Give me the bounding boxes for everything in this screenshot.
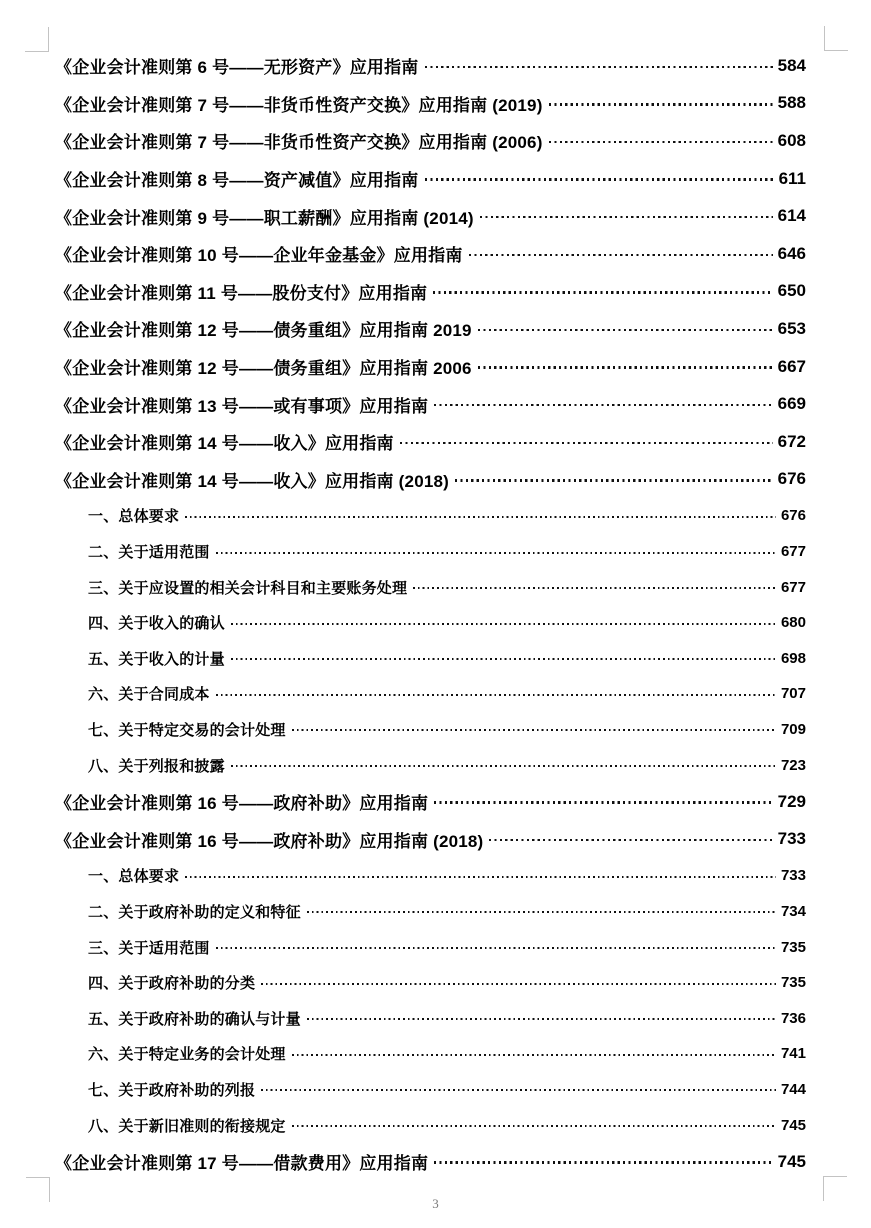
toc-entry-title: 一、总体要求 — [88, 868, 180, 886]
dot-leader — [549, 103, 773, 105]
toc-entry-title: 四、关于政府补助的分类 — [88, 975, 256, 993]
toc-entry[interactable] — [55, 235, 806, 273]
page-number-footer: 3 — [432, 1196, 439, 1211]
toc-entry-title: 《企业会计准则第 7 号——非货币性资产交换》应用指南 (2019) — [55, 95, 543, 115]
toc-entry[interactable] — [55, 1072, 806, 1108]
toc-entry-page: 741 — [780, 1045, 806, 1063]
toc-entry-page: 676 — [780, 507, 806, 525]
toc-entry-page: 723 — [780, 756, 806, 774]
toc-entry-title: 《企业会计准则第 17 号——借款费用》应用指南 — [55, 1154, 429, 1174]
dot-leader — [433, 291, 772, 293]
toc-entry[interactable] — [55, 160, 806, 198]
toc-entry-page: 646 — [777, 243, 806, 263]
toc-entry[interactable] — [55, 273, 806, 311]
dot-leader — [549, 141, 773, 143]
toc-entry-page: 676 — [777, 469, 806, 489]
crop-mark-top-right — [824, 26, 848, 51]
toc-entry-page: 735 — [780, 974, 806, 992]
toc-entry-title: 五、关于政府补助的确认与计量 — [88, 1010, 301, 1028]
toc-entry-page: 745 — [777, 1151, 806, 1171]
toc-entry[interactable] — [55, 385, 806, 423]
toc-entry[interactable] — [55, 461, 806, 499]
toc-entry-page: 650 — [777, 281, 806, 301]
toc-entry-title: 六、关于特定业务的会计处理 — [88, 1046, 286, 1064]
dot-leader — [231, 658, 776, 660]
toc-entry[interactable] — [55, 1036, 806, 1072]
toc-entry[interactable] — [55, 929, 806, 965]
dot-leader — [216, 552, 776, 554]
dot-leader — [261, 1089, 776, 1091]
toc-entry-page: 733 — [777, 829, 806, 849]
toc-entry-page: 653 — [777, 318, 806, 338]
toc-entry-title: 二、关于政府补助的定义和特征 — [88, 903, 301, 921]
toc-entry[interactable] — [55, 310, 806, 348]
toc-entry-title: 六、关于合同成本 — [88, 686, 210, 704]
toc-entry-title: 《企业会计准则第 10 号——企业年金基金》应用指南 — [55, 246, 463, 266]
toc-entry-page: 709 — [780, 720, 806, 738]
toc-entry-page: 669 — [777, 394, 806, 414]
toc-entry[interactable] — [55, 498, 806, 534]
toc-entry[interactable] — [55, 197, 806, 235]
toc-entry-title: 《企业会计准则第 8 号——资产减值》应用指南 — [55, 171, 419, 191]
dot-leader — [425, 178, 774, 180]
dot-leader — [307, 911, 776, 913]
toc-entry-page: 667 — [777, 356, 806, 376]
toc-entry-page: 584 — [777, 55, 806, 75]
toc-entry[interactable] — [55, 569, 806, 605]
toc-entry[interactable] — [55, 676, 806, 712]
toc-entry-title: 《企业会计准则第 13 号——或有事项》应用指南 — [55, 396, 429, 416]
toc-entry-title: 八、关于列报和披露 — [88, 757, 225, 775]
toc-entry-page: 735 — [780, 938, 806, 956]
dot-leader — [185, 876, 776, 878]
toc-entry-page: 611 — [778, 168, 806, 188]
toc-entry-title: 三、关于适用范围 — [88, 939, 210, 957]
toc-entry[interactable] — [55, 747, 806, 783]
toc-entry[interactable] — [55, 1143, 806, 1181]
dot-leader — [478, 366, 773, 368]
toc-entry-page: 698 — [780, 649, 806, 667]
toc-entry-page: 734 — [780, 902, 806, 920]
dot-leader — [292, 1054, 776, 1056]
toc-entry-title: 二、关于适用范围 — [88, 544, 210, 562]
toc-entry[interactable] — [55, 712, 806, 748]
toc-entry-title: 《企业会计准则第 12 号——债务重组》应用指南 2019 — [55, 321, 472, 341]
toc-entry-page: 680 — [780, 614, 806, 632]
toc-entry[interactable] — [55, 534, 806, 570]
toc-entry-title: 《企业会计准则第 6 号——无形资产》应用指南 — [55, 58, 419, 78]
toc-entry[interactable] — [55, 783, 806, 821]
toc-entry-page: 736 — [780, 1009, 806, 1027]
dot-leader — [185, 516, 776, 518]
dot-leader — [434, 801, 772, 803]
dot-leader — [231, 765, 776, 767]
toc-entry[interactable] — [55, 1107, 806, 1143]
toc-entry[interactable] — [55, 965, 806, 1001]
toc-entry[interactable] — [55, 820, 806, 858]
dot-leader — [425, 66, 773, 68]
dot-leader — [455, 479, 773, 481]
toc-entry-title: 五、关于收入的计量 — [88, 650, 225, 668]
toc-entry-page: 677 — [780, 578, 806, 596]
dot-leader — [489, 839, 772, 841]
toc-entry-page: 608 — [777, 130, 806, 150]
dot-leader — [307, 1018, 776, 1020]
toc-entry-page: 744 — [780, 1080, 806, 1098]
toc-entry-page: 733 — [780, 867, 806, 885]
dot-leader — [413, 587, 776, 589]
toc-entry-page: 707 — [780, 685, 806, 703]
toc-entry-title: 《企业会计准则第 9 号——职工薪酬》应用指南 (2014) — [55, 208, 474, 228]
toc-entry-title: 八、关于新旧准则的衔接规定 — [88, 1117, 286, 1135]
toc-entry-page: 729 — [777, 791, 806, 811]
toc-entry-title: 《企业会计准则第 16 号——政府补助》应用指南 — [55, 794, 429, 814]
toc-entry[interactable] — [55, 641, 806, 677]
toc-entry-title: 《企业会计准则第 14 号——收入》应用指南 (2018) — [55, 471, 450, 491]
toc-entry-title: 七、关于特定交易的会计处理 — [88, 721, 286, 739]
toc-entry-title: 一、总体要求 — [88, 508, 180, 526]
dot-leader — [216, 694, 776, 696]
toc-entry-page: 588 — [777, 93, 806, 113]
toc-entry[interactable] — [55, 85, 806, 123]
dot-leader — [469, 254, 773, 256]
dot-leader — [292, 729, 776, 731]
toc-entry[interactable] — [55, 423, 806, 461]
dot-leader — [480, 216, 773, 218]
toc-entry[interactable] — [55, 1000, 806, 1036]
dot-leader — [400, 442, 773, 444]
toc-entry[interactable] — [55, 47, 806, 85]
toc-entry-title: 《企业会计准则第 11 号——股份支付》应用指南 — [55, 283, 428, 303]
toc-entry-title: 四、关于收入的确认 — [88, 615, 225, 633]
toc-entry-title: 《企业会计准则第 14 号——收入》应用指南 — [55, 434, 394, 454]
toc-entry[interactable] — [55, 348, 806, 386]
toc-entry[interactable] — [55, 122, 806, 160]
toc-entry[interactable] — [55, 894, 806, 930]
crop-mark-top-left — [25, 27, 49, 52]
toc-entry-title: 《企业会计准则第 7 号——非货币性资产交换》应用指南 (2006) — [55, 133, 543, 153]
toc-entry-page: 677 — [780, 543, 806, 561]
dot-leader — [434, 404, 772, 406]
toc-entry-page: 745 — [780, 1116, 806, 1134]
toc-entry-title: 《企业会计准则第 12 号——债务重组》应用指南 2006 — [55, 359, 472, 379]
toc-entry-title: 三、关于应设置的相关会计科目和主要账务处理 — [88, 579, 408, 597]
toc-entry-title: 七、关于政府补助的列报 — [88, 1081, 256, 1099]
toc-entry-page: 672 — [777, 431, 806, 451]
dot-leader — [231, 623, 776, 625]
toc-entry[interactable] — [55, 605, 806, 641]
toc-entry-title: 《企业会计准则第 16 号——政府补助》应用指南 (2018) — [55, 831, 484, 851]
dot-leader — [292, 1125, 776, 1127]
dot-leader — [216, 947, 776, 949]
dot-leader — [478, 329, 773, 331]
toc-entry-page: 614 — [777, 206, 806, 226]
table-of-contents — [55, 47, 806, 1180]
toc-entry[interactable] — [55, 858, 806, 894]
dot-leader — [434, 1161, 772, 1163]
dot-leader — [261, 983, 776, 985]
